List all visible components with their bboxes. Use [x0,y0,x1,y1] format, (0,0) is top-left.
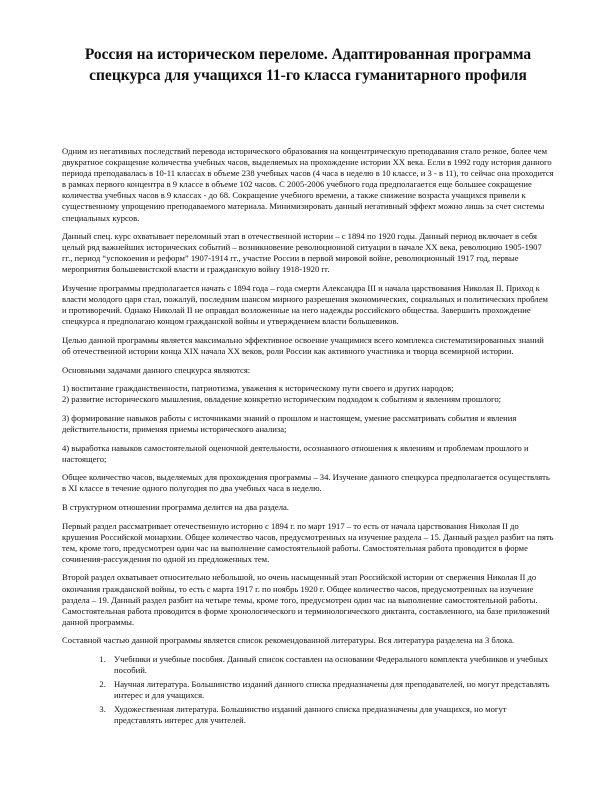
paragraph-tasks-heading: Основными задачами данного спецкурса являются: [62,364,251,375]
list-item: 2. Научная литература. Большинство изданий данного списка предназначены для преподавателей, но могут представлять интерес и для учащихся. [108,679,554,701]
paragraph-structure: В структурном отношении программа делится на два раздела. [62,501,289,512]
paragraph-task-4: 4) выработка навыков самостоятельной оценочной деятельности, осознанного отношения к явлениям и проблемам прошлого и настоящего; [62,442,529,464]
list-item: 1. Учебники и учебные пособия. Данный список составлен на основании Федерального комплекта учебников и учебных пособий. [108,654,554,676]
paragraph-section-2: Второй раздел охватывает относительно небольшой, но очень насыщенный этап Российской истории от свержения Николая II до окончания гражданской войны, то есть с марта 1917 г. по ноябрь 1920 г. Общее количество часов, предусмотренных на изучение раздела – 19. Данный раздел разбит на четыре темы, кроме того, предусмотрен один час на выполнение самостоятельной работы. Самостоятельная работа проводится в форме хронологического и терминологического диктанта, составленного, на базе приложений данной программы. [62,572,550,627]
paragraph-tasks-1-2: 1) воспитание гражданственности, патриотизма, уважения к историческому пути своего и других народов; 2) развитие исторического мышления, овладение конкретно историческим подходом к событиям и явлениям прошлого; [62,383,502,405]
paragraph-hours: Общее количество часов, выделяемых для прохождения программы – 34. Изучение данного спецкурса предполагается осуществлять в XI классе в течение одного полугодия по два учебных часа в неделю. [62,472,550,494]
paragraph-start: Изучение программы предполагается начать с 1894 года – года смерти Александра III и начала царствования Николая II. Приход к власти молодого царя стал, пожалуй, последним шансом мирного разрешения экономических, социальных и политических проблем и противоречий. Однако Николай II не оправдал возложенные на него надежды российского общества. Завершить прохождение спецкурса я предполагаю концом гражданской войны и утверждением власти большевиков. [62,283,548,327]
literature-list [62,654,554,727]
document-title: Россия на историческом переломе. Адаптированная программа спецкурса для учащихся 11-го класса гуманитарного профиля [84,46,532,84]
list-item: 3. Художественная литература. Большинство изданий данного списка предназначены для учащихся, но могут представлять интерес для учителей. [108,704,554,726]
paragraph-period: Данный спец. курс охватывает переломный этап в отечественной истории – с 1894 по 1920 годы. Данный период включает в себя целый ряд важнейших исторических событий – возникновение революционной ситуации в начале XX века, революцию 1905-1907 гг., период “успокоения и реформ” 1907-1914 гг., участие России в первой мировой войне, революционный 1917 год, первые мероприятия большевистской власти и гражданскую войну 1918-1920 гг. [62,231,542,275]
paragraph-task-3: 3) формирование навыков работы с источниками знаний о прошлом и настоящем, умение рассматривать события и явления действительности, применяя приемы исторического анализа; [62,412,517,434]
paragraph-intro: Одним из негативных последствий перевода исторического образования на концентрическую преподавания стало резкое, более чем двукратное сокращение количества учебных часов, выделяемых на прохождение истории XX века. Если в 1992 году история данного периода преподавалась в 10-11 классах в объеме 238 учебных часов (4 часа в неделю в 10 классе, и 3 - в 11), то сейчас она проходится в рамках первого концентра в 9 классе в объеме 102 часов. С 2005-2006 учебного года предполагается еще большее сокращение количества учебных часов в 9 классах - до 68. Сокращение учебного времени, а также снижение возраста учащихся привели к существенному упрощению преподаваемого материала. Минимизировать данный негативный эффект можно лишь за счет системы специальных курсов. [62,146,554,223]
paragraph-goal: Целью данной программы является максимально эффективное освоение учащимися всего комплекса систематизированных знаний об отечественной истории конца XIX начала XX веков, роли России как активного участника и творца всемирной истории. [62,334,544,356]
paragraph-literature: Составной частью данной программы является список рекомендованной литературы. Вся литература разделена на 3 блока. [62,635,515,646]
paragraph-section-1: Первый раздел рассматривает отечественную историю с 1894 г. по март 1917 – то есть от начала царствования Николая II до крушения Российской монархии. Общее количество часов, предусмотренных на изучение раздела – 15. Данный раздел разбит на пять тем, кроме того, предусмотрен один час на выполнение самостоятельной работы. Самостоятельная работа проводится в форме сочинения-рассуждения по одной из предложенных тем. [62,520,554,564]
